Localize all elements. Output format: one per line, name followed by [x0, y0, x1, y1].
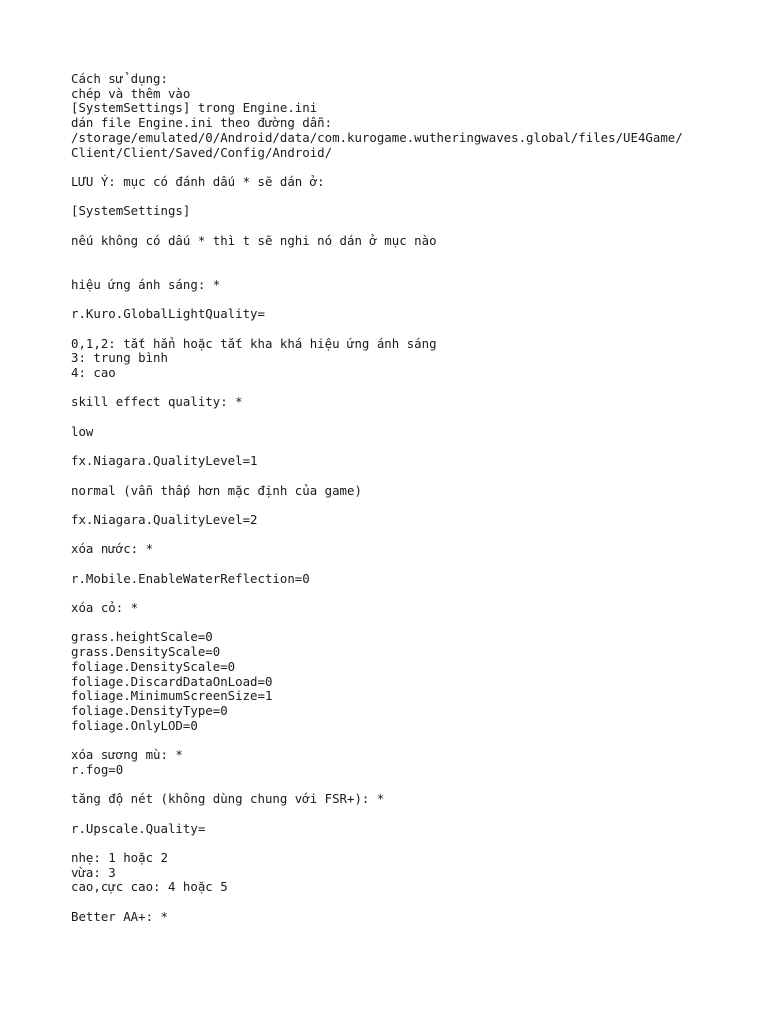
blank-line: [71, 807, 751, 822]
document-line: nếu không có dấu * thì t sẽ nghi nó dán ở mục nào: [71, 232, 437, 248]
document-line: Client/Client/Saved/Config/Android/: [71, 144, 333, 160]
document-line: r.Kuro.GlobalLightQuality=: [71, 306, 265, 322]
blank-line: [71, 190, 751, 205]
document-line: tăng độ nét (không dùng chung với FSR+): *: [71, 791, 385, 807]
document-line: fx.Niagara.QualityLevel=1: [71, 453, 258, 469]
document-line: [SystemSettings]: [71, 203, 191, 219]
blank-line: [71, 498, 751, 513]
document-line: foliage.MinimumScreenSize=1: [71, 688, 273, 704]
blank-line: [71, 528, 751, 543]
document-line: grass.heightScale=0: [71, 629, 213, 645]
blank-line: [71, 895, 751, 910]
document-line: cao,cực cao: 4 hoặc 5: [71, 879, 228, 895]
document-line: Cách sử dụng:: [71, 71, 168, 86]
blank-line: [71, 322, 751, 337]
blank-line: [71, 469, 751, 484]
blank-line: [71, 616, 751, 631]
blank-line: [71, 160, 751, 175]
document-line: nhẹ: 1 hoặc 2: [71, 849, 168, 865]
document-line: xóa cỏ: *: [71, 600, 139, 616]
blank-line: [71, 381, 751, 396]
document-line: normal (vẫn thấp hơn mặc định của game): [71, 482, 362, 498]
document-line: foliage.OnlyLOD=0: [71, 717, 198, 733]
document-line: 4: cao: [71, 364, 116, 380]
document-line: [SystemSettings] trong Engine.ini: [71, 100, 318, 116]
document-line: r.Upscale.Quality=: [71, 820, 206, 836]
document-body: [71, 72, 751, 924]
blank-line: [71, 439, 751, 454]
blank-line: [71, 248, 751, 263]
document-line: chép và thêm vào: [71, 85, 191, 101]
document-line: xóa nước: *: [71, 541, 154, 557]
document-line: /storage/emulated/0/Android/data/com.kurogame.wutheringwaves.global/files/UE4Game/: [71, 129, 683, 145]
document-line: r.Mobile.EnableWaterReflection=0: [71, 570, 310, 586]
blank-line: [71, 733, 751, 748]
document-line: hiệu ứng ánh sáng: *: [71, 276, 221, 292]
document-line: skill effect quality: *: [71, 394, 243, 410]
document-line: grass.DensityScale=0: [71, 644, 221, 660]
document-line: 3: trung bình: [71, 350, 168, 366]
document-line: Better AA+: *: [71, 908, 168, 924]
document-line: LƯU Ý: mục có đánh dấu * sẽ dán ở:: [71, 173, 325, 189]
document-line: foliage.DensityScale=0: [71, 658, 236, 674]
document-line: low: [71, 423, 94, 439]
document-line: xóa sương mù: *: [71, 747, 183, 763]
document-line: dán file Engine.ini theo đường dẫn:: [71, 115, 333, 131]
blank-line: [71, 836, 751, 851]
document-line: fx.Niagara.QualityLevel=2: [71, 511, 258, 527]
document-line: foliage.DiscardDataOnLoad=0: [71, 673, 273, 689]
blank-line: [71, 292, 751, 307]
blank-line: [71, 557, 751, 572]
blank-line: [71, 586, 751, 601]
document-line: r.fog=0: [71, 761, 124, 777]
blank-line: [71, 263, 751, 278]
blank-line: [71, 777, 751, 792]
blank-line: [71, 219, 751, 234]
document-line: foliage.DensityType=0: [71, 702, 228, 718]
document-line: 0,1,2: tắt hẳn hoặc tắt kha khá hiệu ứng ánh sáng: [71, 335, 437, 351]
document-line: vừa: 3: [71, 864, 116, 880]
blank-line: [71, 410, 751, 425]
